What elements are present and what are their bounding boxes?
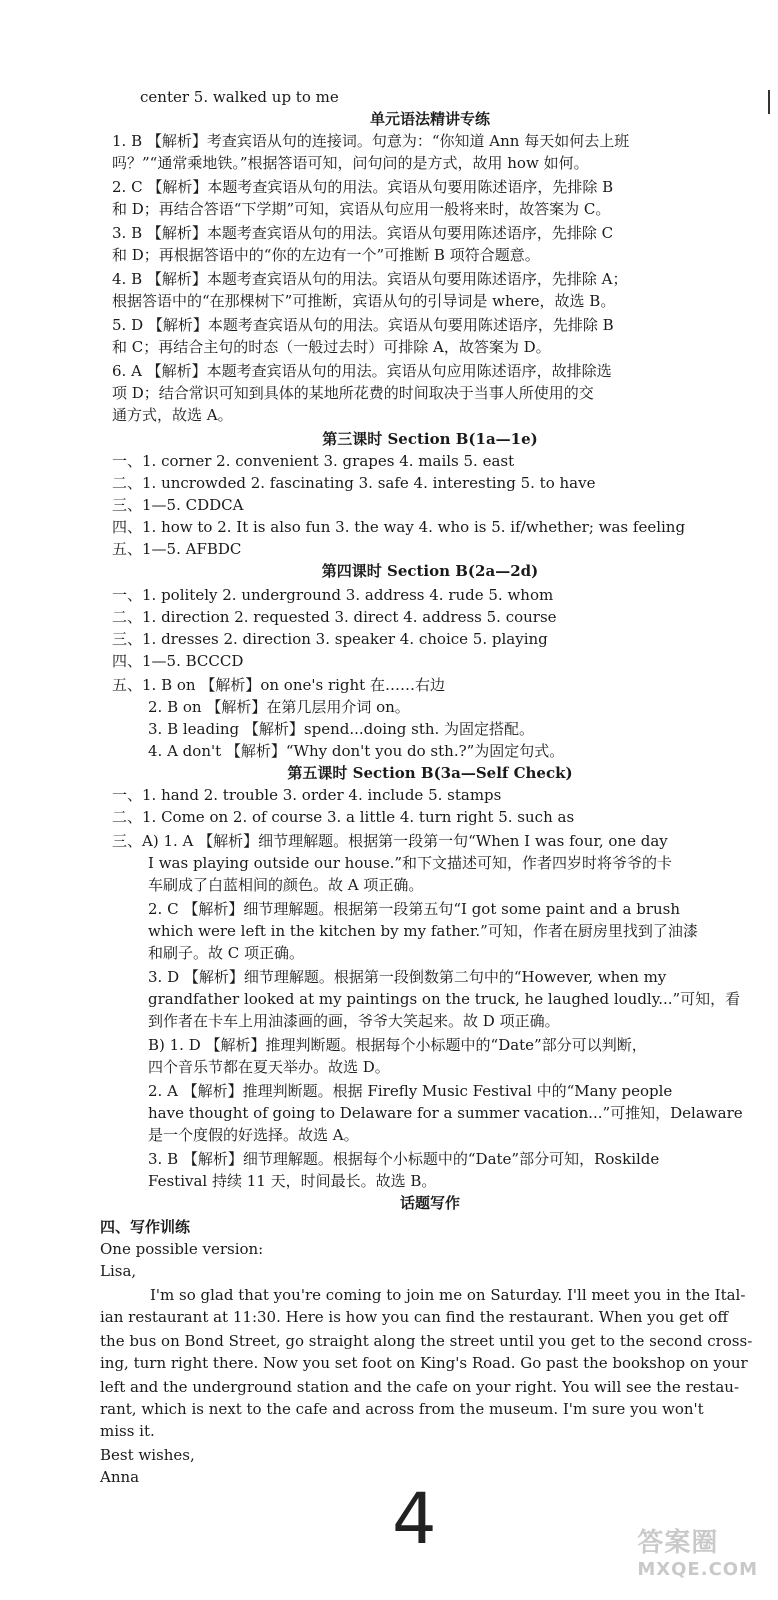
text-line: 到作者在卡车上用油漆画的画，爷爷大笑起来。故 D 项正确。 bbox=[148, 1012, 560, 1030]
text-line: 车刷成了白蓝相间的颜色。故 A 项正确。 bbox=[148, 876, 424, 894]
text-line: 四、1. how to 2. It is also fun 3. the way 4. who is 5. if/whether; was feeling bbox=[112, 518, 686, 536]
text-line: 四、写作训练 bbox=[100, 1218, 191, 1236]
text-line: 和 D；再根据答语中的“你的左边有一个”可推断 B 项符合题意。 bbox=[112, 246, 540, 264]
text-line: 和 C；再结合主句的时态（一般过去时）可排除 A，故答案为 D。 bbox=[112, 338, 551, 356]
text-line: left and the underground station and the cafe on your right. You will see the restau- bbox=[100, 1378, 740, 1396]
text-line: 二、1. direction 2. requested 3. direct 4. address 5. course bbox=[112, 608, 557, 626]
text-line: grandfather looked at my paintings on the truck, he laughed loudly...”可知，看 bbox=[148, 990, 741, 1008]
text-line: 6. A 【解析】本题考查宾语从句的用法。宾语从句应用陈述语序，故排除选 bbox=[112, 362, 612, 380]
text-line: 一、1. politely 2. underground 3. address 4. rude 5. whom bbox=[112, 586, 554, 604]
text-line: I was playing outside our house.”和下文描述可知，作者四岁时将爷爷的卡 bbox=[148, 854, 673, 872]
text-line: Anna bbox=[100, 1468, 140, 1486]
text-line: rant, which is next to the cafe and across from the museum. I'm sure you won't bbox=[100, 1400, 704, 1418]
text-line: 一、1. hand 2. trouble 3. order 4. include 5. stamps bbox=[112, 786, 502, 804]
text-line: 四个音乐节都在夏天举办。故选 D。 bbox=[148, 1058, 390, 1076]
text-line: ing, turn right there. Now you set foot on King's Road. Go past the bookshop on your bbox=[100, 1354, 748, 1372]
text-line: 是一个度假的好选择。故选 A。 bbox=[148, 1126, 359, 1144]
text-line: 三、A) 1. A 【解析】细节理解题。根据第一段第一句“When I was four, one day bbox=[112, 832, 668, 850]
text-line: ian restaurant at 11:30. Here is how you can find the restaurant. When you get off bbox=[100, 1308, 729, 1326]
text-line: 4. B 【解析】本题考查宾语从句的用法。宾语从句要用陈述语序，先排除 A； bbox=[112, 270, 628, 288]
text-line: 和刷子。故 C 项正确。 bbox=[148, 944, 305, 962]
text-line: 3. B 【解析】细节理解题。根据每个小标题中的“Date”部分可知，Roskilde bbox=[148, 1150, 660, 1168]
text-line: Best wishes, bbox=[100, 1446, 195, 1464]
text-line: have thought of going to Delaware for a summer vacation...”可推知，Delaware bbox=[148, 1104, 743, 1122]
text-line: One possible version: bbox=[100, 1240, 264, 1258]
text-line: 项 D；结合常识可知到具体的某地所花费的时间取决于当事人所使用的交 bbox=[112, 384, 594, 402]
text-line: 二、1. Come on 2. of course 3. a little 4. turn right 5. such as bbox=[112, 808, 575, 826]
text-line: 和 D；再结合答语“下学期”可知，宾语从句应用一般将来时，故答案为 C。 bbox=[112, 200, 611, 218]
text-line: miss it. bbox=[100, 1422, 155, 1440]
text-line: 2. B on 【解析】在第几层用介词 on。 bbox=[148, 698, 410, 716]
text-line: 三、1. dresses 2. direction 3. speaker 4. choice 5. playing bbox=[112, 630, 548, 648]
section-title: 第三课时 Section B(1a—1e) bbox=[322, 430, 538, 448]
text-line: 3. D 【解析】细节理解题。根据第一段倒数第二句中的“However, when my bbox=[148, 968, 667, 986]
section-title: 话题写作 bbox=[399, 1194, 460, 1212]
text-line: 2. C 【解析】本题考查宾语从句的用法。宾语从句要用陈述语序，先排除 B bbox=[112, 178, 614, 196]
watermark-url: MXQE.COM bbox=[637, 1559, 758, 1580]
text-line: 3. B leading 【解析】spend...doing sth. 为固定搭配。 bbox=[148, 720, 535, 738]
text-line: center 5. walked up to me bbox=[140, 88, 339, 106]
text-line: 五、1. B on 【解析】on one's right 在……右边 bbox=[112, 676, 445, 694]
text-line: 根据答语中的“在那棵树下”可推断，宾语从句的引导词是 where，故选 B。 bbox=[112, 292, 616, 310]
page-number: 4 bbox=[392, 1478, 437, 1560]
text-line: 4. A don't 【解析】“Why don't you do sth.?”为固定句式。 bbox=[148, 742, 565, 760]
edge-mark bbox=[768, 90, 770, 114]
text-line: 三、1—5. CDDCA bbox=[112, 496, 244, 514]
watermark-title: 答案圈 bbox=[637, 1528, 719, 1558]
text-line: B) 1. D 【解析】推理判断题。根据每个小标题中的“Date”部分可以判断， bbox=[148, 1036, 647, 1054]
text-line: 3. B 【解析】本题考查宾语从句的用法。宾语从句要用陈述语序，先排除 C bbox=[112, 224, 614, 242]
section-title: 第五课时 Section B(3a—Self Check) bbox=[287, 764, 573, 782]
text-line: 吗？”“通常乘地铁。”根据答语可知，问句问的是方式，故用 how 如何。 bbox=[112, 154, 589, 172]
text-line: the bus on Bond Street, go straight along the street until you get to the second cross- bbox=[100, 1332, 753, 1350]
text-line: which were left in the kitchen by my father.”可知，作者在厨房里找到了油漆 bbox=[148, 922, 698, 940]
watermark bbox=[637, 1522, 758, 1580]
text-line: 通方式，故选 A。 bbox=[112, 406, 233, 424]
text-line: 2. A 【解析】推理判断题。根据 Firefly Music Festival 中的“Many people bbox=[148, 1082, 673, 1100]
text-line: I'm so glad that you're coming to join me on Saturday. I'll meet you in the Ital- bbox=[150, 1286, 746, 1304]
text-line: 1. B 【解析】考查宾语从句的连接词。句意为：“你知道 Ann 每天如何去上班 bbox=[112, 132, 630, 150]
text-line: Lisa, bbox=[100, 1262, 137, 1280]
text-line: 四、1—5. BCCCD bbox=[112, 652, 244, 670]
text-line: 2. C 【解析】细节理解题。根据第一段第五句“I got some paint and a brush bbox=[148, 900, 680, 918]
text-line: Festival 持续 11 天，时间最长。故选 B。 bbox=[148, 1172, 437, 1190]
text-line: 五、1—5. AFBDC bbox=[112, 540, 242, 558]
section-title: 单元语法精讲专练 bbox=[369, 110, 490, 128]
text-line: 一、1. corner 2. convenient 3. grapes 4. mails 5. east bbox=[112, 452, 515, 470]
text-line: 二、1. uncrowded 2. fascinating 3. safe 4. interesting 5. to have bbox=[112, 474, 596, 492]
text-line: 5. D 【解析】本题考查宾语从句的用法。宾语从句要用陈述语序，先排除 B bbox=[112, 316, 614, 334]
section-title: 第四课时 Section B(2a—2d) bbox=[321, 562, 539, 580]
